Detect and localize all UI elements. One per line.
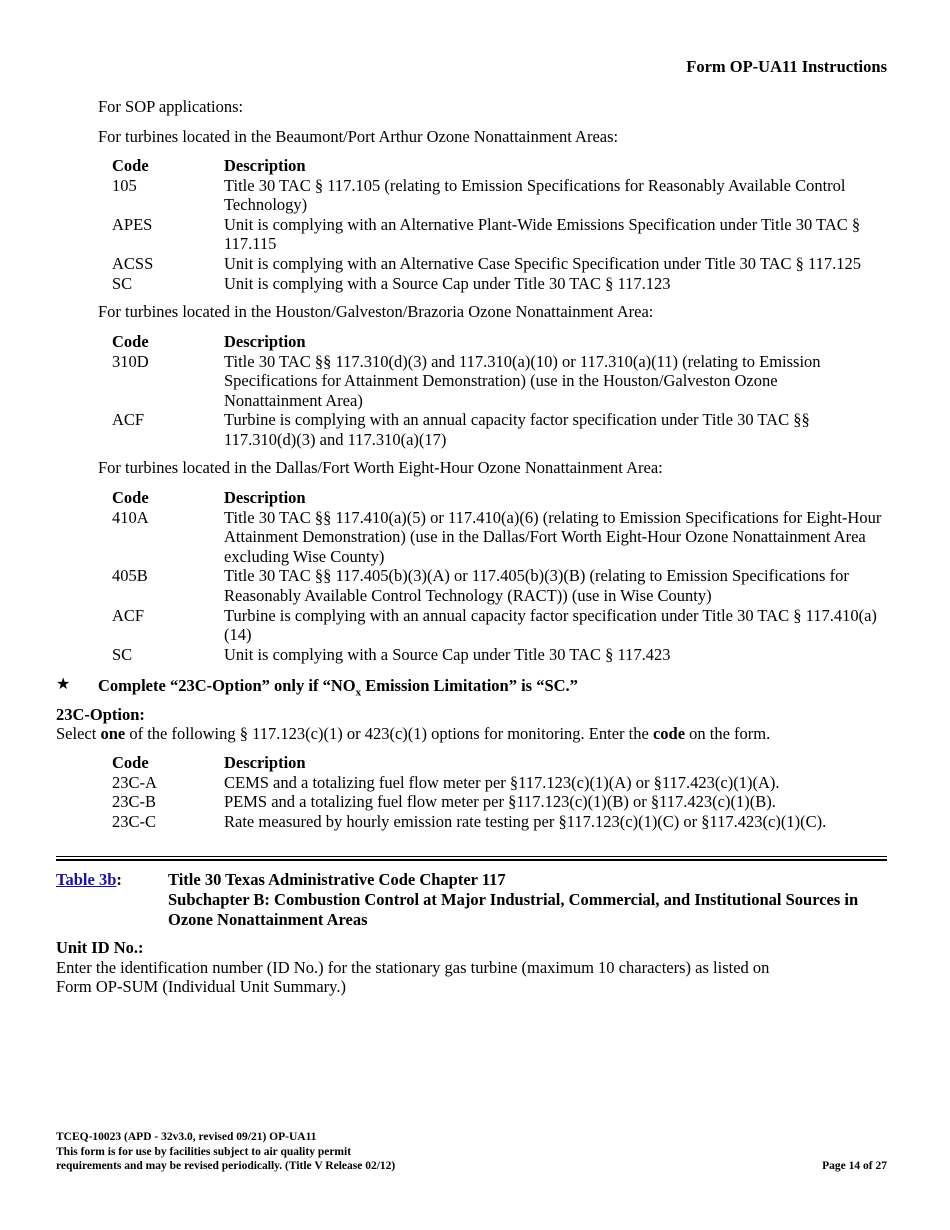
table-row (112, 645, 890, 665)
unit-id-text-line2: Form OP-SUM (Individual Unit Summary.) (56, 977, 346, 996)
table-row (112, 274, 902, 294)
table-row (112, 792, 892, 812)
description-cell: Title 30 TAC §§ 117.405(b)(3)(A) or 117.405(b)(3)(B) (relating to Emission Specifications for Reasonably Available Control Technology (RACT)) (use in Wise County) (224, 566, 849, 605)
table-row (112, 254, 902, 274)
table-row (112, 812, 892, 832)
footer-info (56, 1130, 395, 1174)
code-cell: 410A (112, 507, 149, 527)
table-row (112, 215, 902, 254)
description-column-header: Description (224, 332, 306, 351)
instruction-text: on the form. (685, 724, 771, 743)
beaumont-code-table (112, 156, 902, 293)
star-note-subscript: x (355, 686, 362, 699)
description-column-header: Description (224, 488, 306, 507)
houston-code-table (112, 332, 852, 450)
table-row (112, 176, 902, 215)
code-cell: 310D (112, 351, 149, 371)
table-header-row (112, 753, 892, 773)
instruction-emphasis-one: one (100, 724, 126, 743)
description-cell: Title 30 TAC § 117.105 (relating to Emission Specifications for Reasonably Available Control Technology) (224, 175, 846, 215)
code-column-header: Code (112, 156, 149, 175)
star-note-text-1: Complete “23C-Option” only if “NO (98, 676, 356, 695)
description-cell: PEMS and a totalizing fuel flow meter per §117.123(c)(1)(B) or §117.423(c)(1)(B). (224, 792, 776, 812)
dallas-code-table (112, 488, 890, 664)
code-cell: SC (112, 273, 133, 293)
footer-line: requirements and may be revised periodically. (Title V Release 02/12) (56, 1160, 396, 1172)
code-cell: 405B (112, 566, 148, 586)
beaumont-intro: For turbines located in the Beaumont/Port Arthur Ozone Nonattainment Areas: (98, 127, 619, 146)
description-cell: Title 30 TAC §§ 117.310(d)(3) and 117.310(a)(10) or 117.310(a)(11) (relating to Emission Specifications for Attainment Demonstration) (use in the Houston/Galveston Ozone Nonattainment Area) (224, 351, 821, 410)
code-cell: ACSS (112, 253, 154, 273)
table-3b-title (168, 870, 893, 930)
description-cell: Unit is complying with a Source Cap under Title 30 TAC § 117.423 (224, 644, 671, 664)
instruction-emphasis-code: code (652, 724, 686, 743)
star-note (98, 676, 578, 702)
table-3b-title-line1: Title 30 Texas Administrative Code Chapter 117 (168, 870, 506, 889)
star-icon: ★ (56, 676, 71, 693)
houston-intro: For turbines located in the Houston/Galveston/Brazoria Ozone Nonattainment Area: (98, 302, 654, 321)
table-row (112, 566, 890, 605)
description-cell: Turbine is complying with an annual capacity factor specification under Title 30 TAC § 117.410(a)(14) (224, 605, 877, 645)
description-cell: Unit is complying with an Alternative Plant-Wide Emissions Specification under Title 30 TAC § 117.115 (224, 214, 861, 254)
footer-line: This form is for use by facilities subject to air quality permit (56, 1145, 352, 1158)
code-column-header: Code (112, 488, 149, 507)
form-header-title: Form OP-UA11 Instructions (686, 57, 887, 76)
table-3b-colon: : (116, 870, 122, 889)
table-header-row (112, 156, 902, 176)
description-cell: Turbine is complying with an annual capacity factor specification under Title 30 TAC §§ 117.310(d)(3) and 117.310(a)(17) (224, 410, 810, 449)
code-column-header: Code (112, 332, 149, 351)
code-cell: 23C-C (112, 811, 157, 831)
description-cell: Unit is complying with a Source Cap under Title 30 TAC § 117.123 (224, 273, 671, 293)
option-23c-instruction (56, 724, 770, 744)
table-row (112, 606, 890, 645)
table-3b-link[interactable]: Table 3b (56, 870, 117, 889)
table-3b-ref (56, 870, 122, 890)
dallas-intro: For turbines located in the Dallas/Fort Worth Eight-Hour Ozone Nonattainment Area: (98, 458, 663, 477)
table-header-row (112, 332, 852, 352)
description-cell: Rate measured by hourly emission rate testing per §117.123(c)(1)(C) or §117.423(c)(1)(C). (224, 811, 827, 831)
table-row (112, 352, 852, 411)
section-divider (56, 859, 887, 861)
unit-id-heading: Unit ID No.: (56, 938, 144, 957)
option-23c-heading: 23C-Option: (56, 705, 145, 724)
code-cell: ACF (112, 410, 145, 430)
code-cell: SC (112, 644, 133, 664)
unit-id-text-line1: Enter the identification number (ID No.) for the stationary gas turbine (maximum 10 characters) as listed on (56, 958, 770, 977)
option-23c-table (112, 753, 892, 831)
instruction-text: of the following § 117.123(c)(1) or 423(c)(1) options for monitoring. Enter the (125, 724, 653, 743)
star-note-text-2: Emission Limitation” is “SC.” (361, 676, 578, 695)
description-column-header: Description (224, 753, 306, 772)
footer-line: TCEQ-10023 (APD - 32v3.0, revised 09/21) OP-UA11 (56, 1131, 317, 1143)
description-cell: Unit is complying with an Alternative Case Specific Specification under Title 30 TAC § 117.125 (224, 253, 862, 273)
description-cell: CEMS and a totalizing fuel flow meter per §117.123(c)(1)(A) or §117.423(c)(1)(A). (224, 772, 780, 792)
table-row (112, 773, 892, 793)
code-cell: ACF (112, 605, 145, 625)
code-cell: 23C-A (112, 772, 157, 792)
code-column-header: Code (112, 753, 149, 772)
table-row (112, 508, 890, 567)
table-header-row (112, 488, 890, 508)
table-row (112, 410, 852, 449)
sop-intro: For SOP applications: (98, 97, 244, 116)
code-cell: APES (112, 214, 153, 234)
description-cell: Title 30 TAC §§ 117.410(a)(5) or 117.410(a)(6) (relating to Emission Specifications for Eight-Hour Attainment Demonstration) (use in the Dallas/Fort Worth Eight-Hour Ozone Nonattainment Area excluding Wise County) (224, 507, 882, 566)
table-3b-title-line2: Subchapter B: Combustion Control at Major Industrial, Commercial, and Institutional Sources in Ozone Nonattainment Areas (168, 890, 859, 929)
section-divider (56, 856, 887, 857)
description-column-header: Description (224, 156, 306, 175)
page-number: Page 14 of 27 (822, 1160, 887, 1172)
code-cell: 105 (112, 175, 137, 195)
instruction-text: Select (56, 724, 101, 743)
code-cell: 23C-B (112, 792, 157, 812)
